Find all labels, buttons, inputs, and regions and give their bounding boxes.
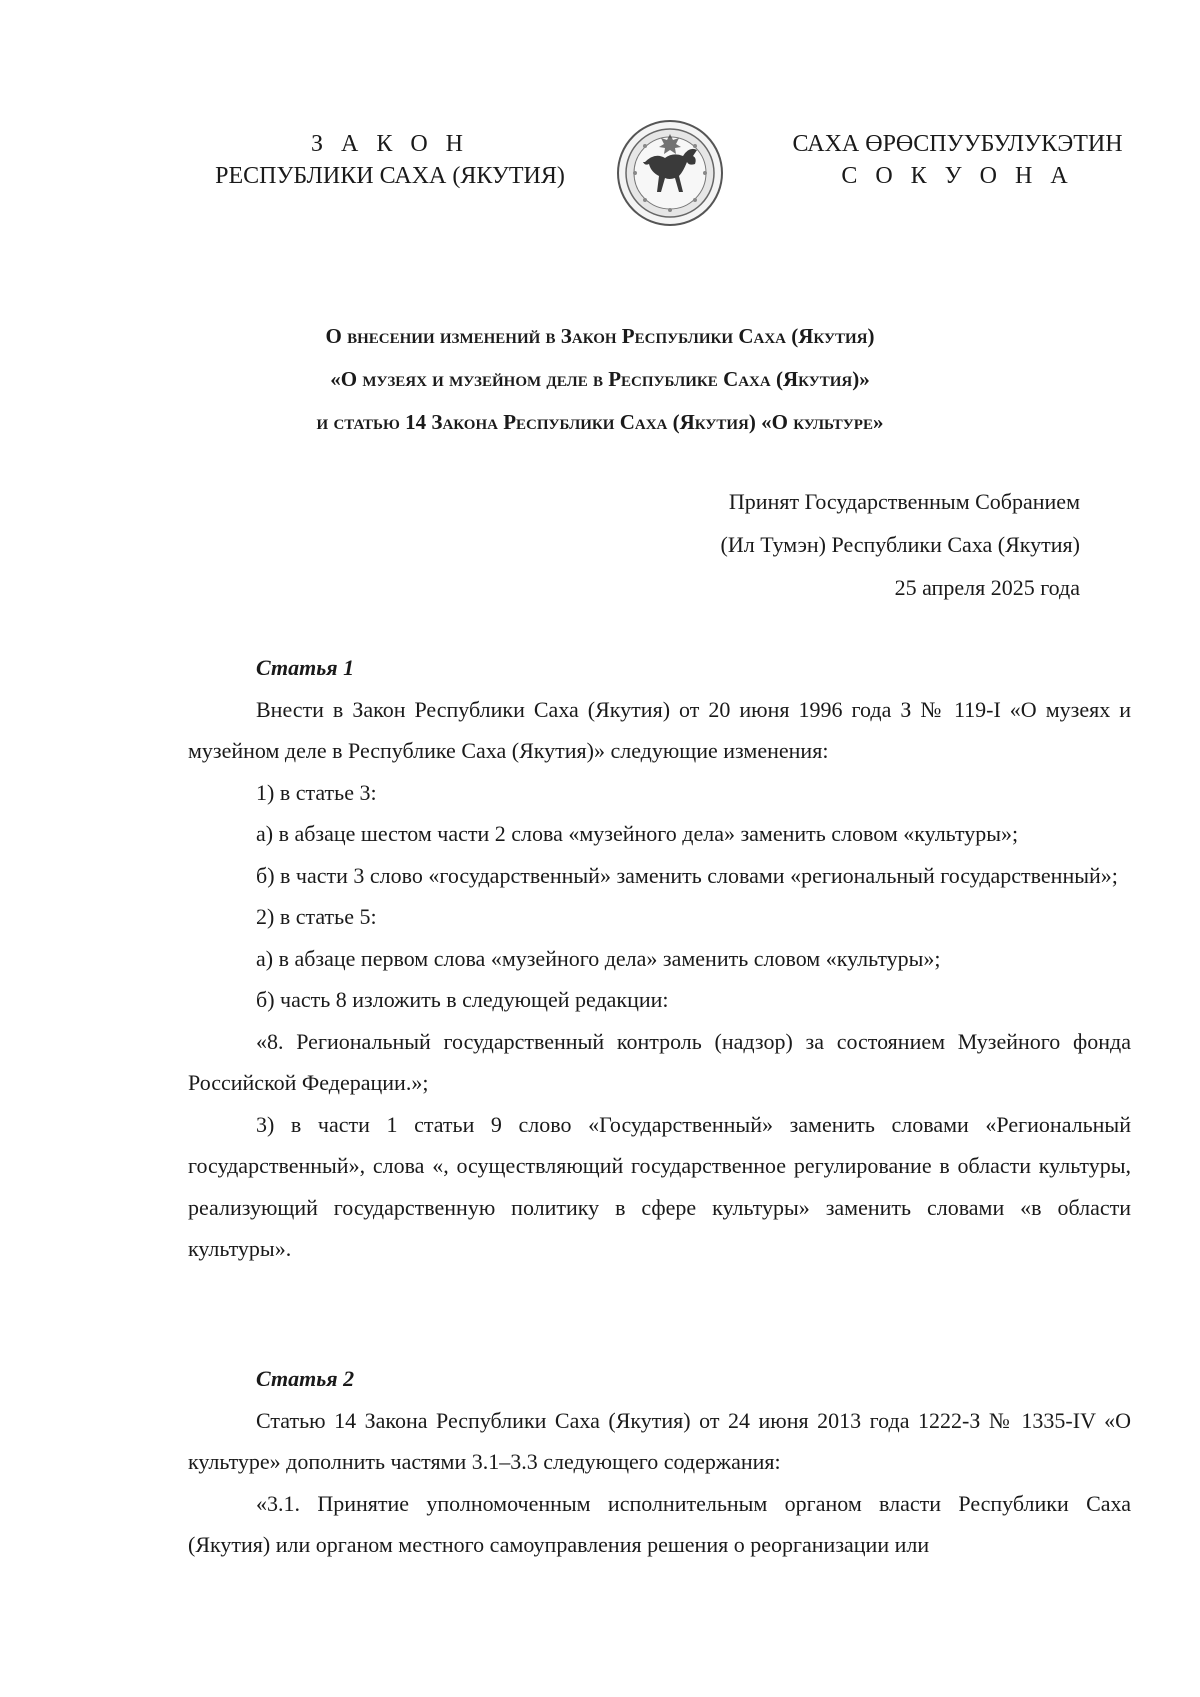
article-1 [188, 647, 1131, 1270]
title-line-2: «О музеях и музейном деле в Республике Саха (Якутия)» [330, 367, 870, 391]
article-1-paragraph: б) часть 8 изложить в следующей редакции: [256, 987, 669, 1012]
header-law-label: З А К О Н [310, 131, 470, 157]
article-1-paragraph: а) в абзаце шестом части 2 слова «музейного дела» заменить словом «культуры»; [256, 821, 1019, 846]
adoption-line-1: Принят Государственным Собранием [728, 489, 1080, 514]
article-2 [188, 1358, 1131, 1566]
header-republic-name: РЕСПУБЛИКИ САХА (ЯКУТИЯ) [215, 163, 565, 189]
adoption-line-2: (Ил Тумэн) Республики Саха (Якутия) [720, 532, 1080, 557]
article-2-paragraph: Статью 14 Закона Республики Саха (Якутия) от 24 июня 2013 года 1222-З № 1335-IV «О культуре» дополнить частями 3.1–3.3 следующего содержания: [188, 1407, 1131, 1474]
article-1-paragraph: «8. Региональный государственный контроль (надзор) за состоянием Музейного фонда Российской Федерации.»; [188, 1028, 1131, 1095]
title-line-3: и статью 14 Закона Республики Саха (Якутия) «О культуре» [316, 410, 884, 434]
adoption-block [721, 480, 1080, 609]
article-1-paragraph: 3) в части 1 статьи 9 слово «Государственный» заменить словами «Региональный государственный», слова «, осуществляющий государственное регулирование в области культуры, реализующий государственную политику в сфере культуры» заменить словами «в области культуры». [188, 1111, 1131, 1261]
header-right [775, 128, 1140, 192]
article-1-paragraph: 2) в статье 5: [256, 904, 377, 929]
article-1-paragraph: Внести в Закон Республики Саха (Якутия) от 20 июня 1996 года З № 119-I «О музеях и музейном деле в Республике Саха (Якутия)» следующие изменения: [188, 696, 1131, 763]
article-1-heading: Статья 1 [256, 655, 355, 680]
article-2-heading: Статья 2 [256, 1366, 355, 1391]
header-republic-name-sakha: САХА ӨРӨСПУУБУЛУКЭТИН [792, 131, 1123, 157]
header-left [200, 128, 580, 192]
title-line-1: О внесении изменений в Закон Республики Саха (Якутия) [325, 324, 875, 348]
header-law-label-sakha: С О К У О Н А [841, 163, 1074, 189]
adoption-date: 25 апреля 2025 года [894, 575, 1080, 600]
article-1-paragraph: 1) в статье 3: [256, 779, 377, 805]
document-title [150, 315, 1050, 444]
article-2-paragraph: «3.1. Принятие уполномоченным исполнительным органом власти Республики Саха (Якутия) или органом местного самоуправления решения о реорганизации или [188, 1490, 1131, 1557]
article-1-paragraph: а) в абзаце первом слова «музейного дела» заменить словом «культуры»; [256, 945, 941, 971]
article-1-paragraph: б) в части 3 слово «государственный» заменить словами «региональный государственный»; [256, 862, 1118, 888]
coat-of-arms-emblem-icon [615, 118, 725, 228]
